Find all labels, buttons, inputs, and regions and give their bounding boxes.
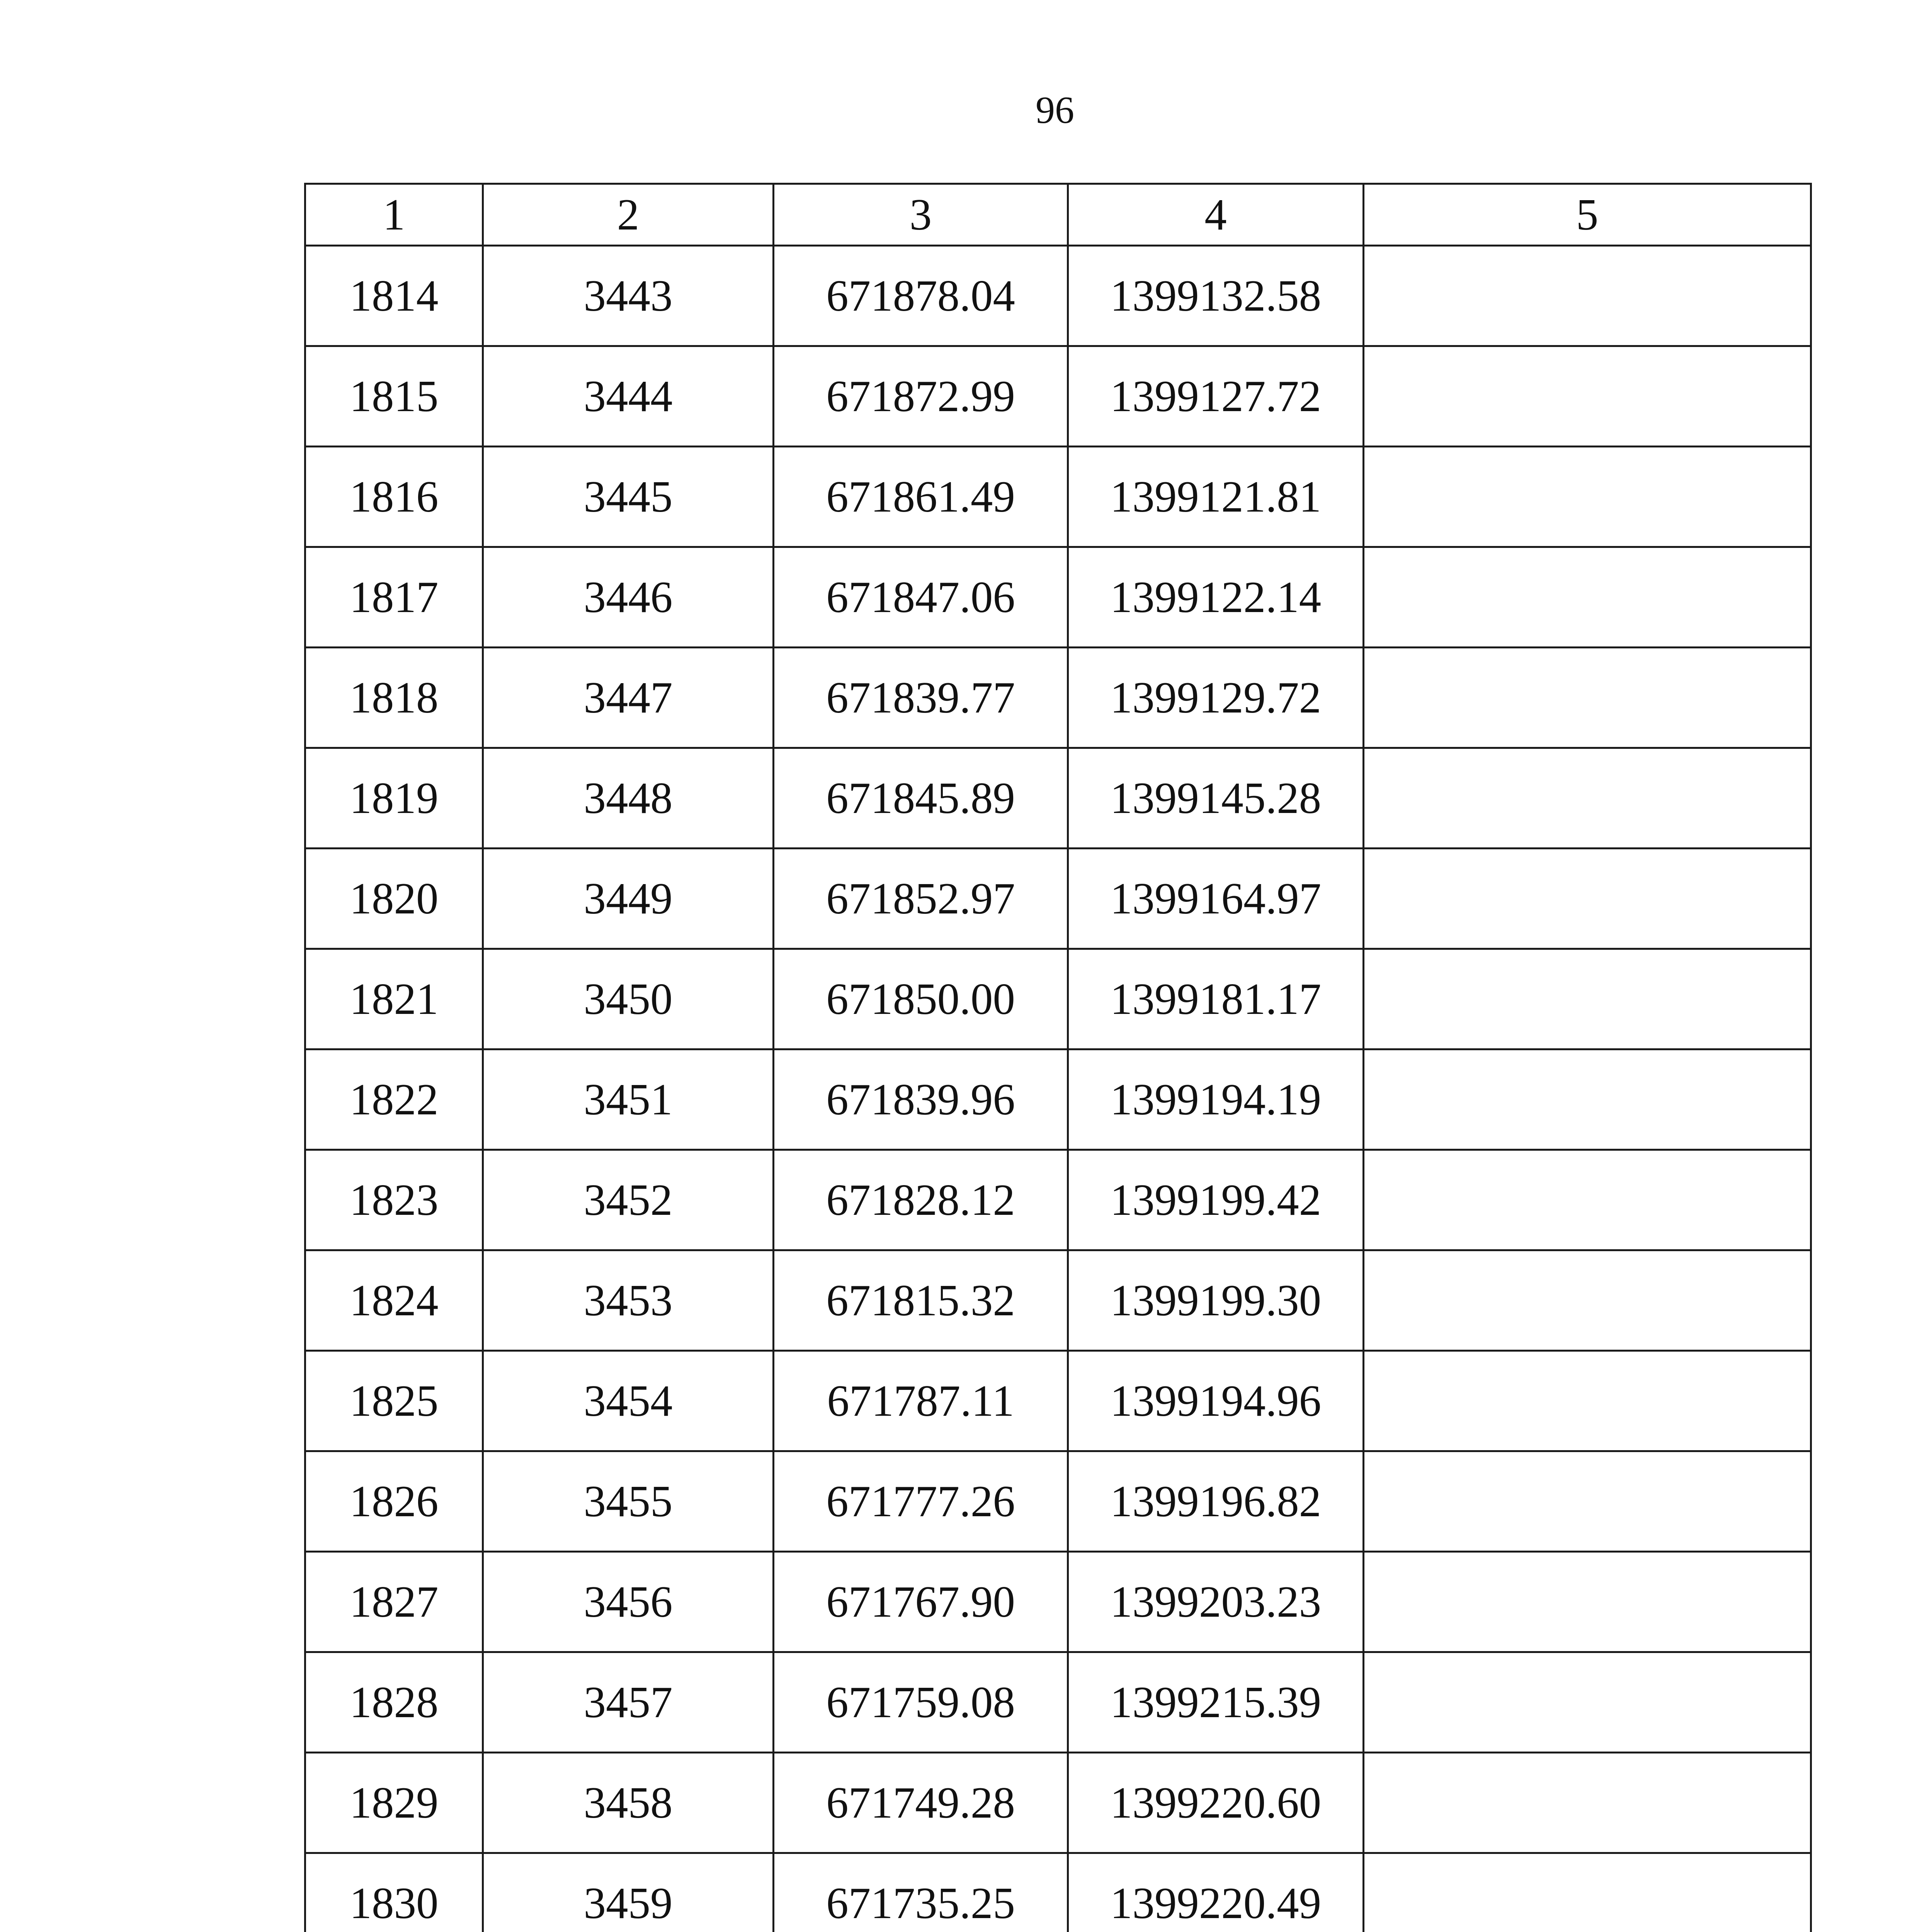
note-cell (1364, 849, 1811, 949)
table-row (305, 1652, 1811, 1753)
vertex-number-cell: 3457 (483, 1652, 774, 1753)
x-coordinate-cell: 671815.32 (774, 1250, 1068, 1351)
table-row (305, 346, 1811, 447)
point-number-cell: 1818 (305, 648, 483, 748)
vertex-number-cell: 3449 (483, 849, 774, 949)
x-coordinate-cell: 671852.97 (774, 849, 1068, 949)
note-cell (1364, 1451, 1811, 1552)
table-row (305, 949, 1811, 1049)
y-coordinate-cell: 1399122.14 (1068, 547, 1364, 648)
point-number-cell: 1822 (305, 1049, 483, 1150)
point-number-cell: 1826 (305, 1451, 483, 1552)
table-row (305, 1753, 1811, 1853)
x-coordinate-cell: 671759.08 (774, 1652, 1068, 1753)
point-number-cell: 1817 (305, 547, 483, 648)
table-row (305, 849, 1811, 949)
note-cell (1364, 1753, 1811, 1853)
y-coordinate-cell: 1399199.42 (1068, 1150, 1364, 1250)
coordinates-table (304, 183, 1812, 1932)
point-number-cell: 1823 (305, 1150, 483, 1250)
y-coordinate-cell: 1399129.72 (1068, 648, 1364, 748)
note-cell (1364, 949, 1811, 1049)
x-coordinate-cell: 671749.28 (774, 1753, 1068, 1853)
table-row (305, 1552, 1811, 1652)
x-coordinate-cell: 671828.12 (774, 1150, 1068, 1250)
point-number-cell: 1819 (305, 748, 483, 849)
vertex-number-cell: 3453 (483, 1250, 774, 1351)
point-number-cell: 1815 (305, 346, 483, 447)
x-coordinate-cell: 671878.04 (774, 246, 1068, 346)
y-coordinate-cell: 1399181.17 (1068, 949, 1364, 1049)
note-cell (1364, 1652, 1811, 1753)
table-row (305, 1451, 1811, 1552)
y-coordinate-cell: 1399121.81 (1068, 447, 1364, 547)
vertex-number-cell: 3445 (483, 447, 774, 547)
column-header: 2 (483, 184, 774, 246)
y-coordinate-cell: 1399145.28 (1068, 748, 1364, 849)
vertex-number-cell: 3450 (483, 949, 774, 1049)
point-number-cell: 1814 (305, 246, 483, 346)
note-cell (1364, 447, 1811, 547)
y-coordinate-cell: 1399194.19 (1068, 1049, 1364, 1150)
x-coordinate-cell: 671845.89 (774, 748, 1068, 849)
note-cell (1364, 1250, 1811, 1351)
page-number: 96 (1036, 88, 1074, 131)
note-cell (1364, 547, 1811, 648)
y-coordinate-cell: 1399199.30 (1068, 1250, 1364, 1351)
table-row (305, 447, 1811, 547)
x-coordinate-cell: 671777.26 (774, 1451, 1068, 1552)
vertex-number-cell: 3452 (483, 1150, 774, 1250)
y-coordinate-cell: 1399164.97 (1068, 849, 1364, 949)
table-body (305, 184, 1811, 1932)
point-number-cell: 1829 (305, 1753, 483, 1853)
x-coordinate-cell: 671861.49 (774, 447, 1068, 547)
point-number-cell: 1821 (305, 949, 483, 1049)
x-coordinate-cell: 671787.11 (774, 1351, 1068, 1451)
point-number-cell: 1820 (305, 849, 483, 949)
note-cell (1364, 1853, 1811, 1932)
table-row (305, 246, 1811, 346)
table-row (305, 1250, 1811, 1351)
x-coordinate-cell: 671735.25 (774, 1853, 1068, 1932)
vertex-number-cell: 3451 (483, 1049, 774, 1150)
vertex-number-cell: 3444 (483, 346, 774, 447)
y-coordinate-cell: 1399194.96 (1068, 1351, 1364, 1451)
vertex-number-cell: 3456 (483, 1552, 774, 1652)
table-row (305, 1150, 1811, 1250)
note-cell (1364, 246, 1811, 346)
column-header: 1 (305, 184, 483, 246)
x-coordinate-cell: 671839.96 (774, 1049, 1068, 1150)
note-cell (1364, 1351, 1811, 1451)
vertex-number-cell: 3443 (483, 246, 774, 346)
x-coordinate-cell: 671767.90 (774, 1552, 1068, 1652)
vertex-number-cell: 3454 (483, 1351, 774, 1451)
note-cell (1364, 1150, 1811, 1250)
table-row (305, 547, 1811, 648)
table-row (305, 1049, 1811, 1150)
vertex-number-cell: 3446 (483, 547, 774, 648)
table-row (305, 648, 1811, 748)
vertex-number-cell: 3448 (483, 748, 774, 849)
table-row (305, 748, 1811, 849)
y-coordinate-cell: 1399220.60 (1068, 1753, 1364, 1853)
note-cell (1364, 1049, 1811, 1150)
vertex-number-cell: 3458 (483, 1753, 774, 1853)
y-coordinate-cell: 1399196.82 (1068, 1451, 1364, 1552)
y-coordinate-cell: 1399203.23 (1068, 1552, 1364, 1652)
x-coordinate-cell: 671839.77 (774, 648, 1068, 748)
y-coordinate-cell: 1399132.58 (1068, 246, 1364, 346)
y-coordinate-cell: 1399127.72 (1068, 346, 1364, 447)
vertex-number-cell: 3459 (483, 1853, 774, 1932)
column-header: 5 (1364, 184, 1811, 246)
x-coordinate-cell: 671847.06 (774, 547, 1068, 648)
table-header-row (305, 184, 1811, 246)
point-number-cell: 1824 (305, 1250, 483, 1351)
point-number-cell: 1830 (305, 1853, 483, 1932)
vertex-number-cell: 3447 (483, 648, 774, 748)
y-coordinate-cell: 1399215.39 (1068, 1652, 1364, 1753)
x-coordinate-cell: 671850.00 (774, 949, 1068, 1049)
table-row (305, 1853, 1811, 1932)
point-number-cell: 1828 (305, 1652, 483, 1753)
table-row (305, 1351, 1811, 1451)
vertex-number-cell: 3455 (483, 1451, 774, 1552)
note-cell (1364, 648, 1811, 748)
point-number-cell: 1827 (305, 1552, 483, 1652)
point-number-cell: 1816 (305, 447, 483, 547)
column-header: 4 (1068, 184, 1364, 246)
point-number-cell: 1825 (305, 1351, 483, 1451)
column-header: 3 (774, 184, 1068, 246)
note-cell (1364, 748, 1811, 849)
y-coordinate-cell: 1399220.49 (1068, 1853, 1364, 1932)
note-cell (1364, 1552, 1811, 1652)
note-cell (1364, 346, 1811, 447)
x-coordinate-cell: 671872.99 (774, 346, 1068, 447)
